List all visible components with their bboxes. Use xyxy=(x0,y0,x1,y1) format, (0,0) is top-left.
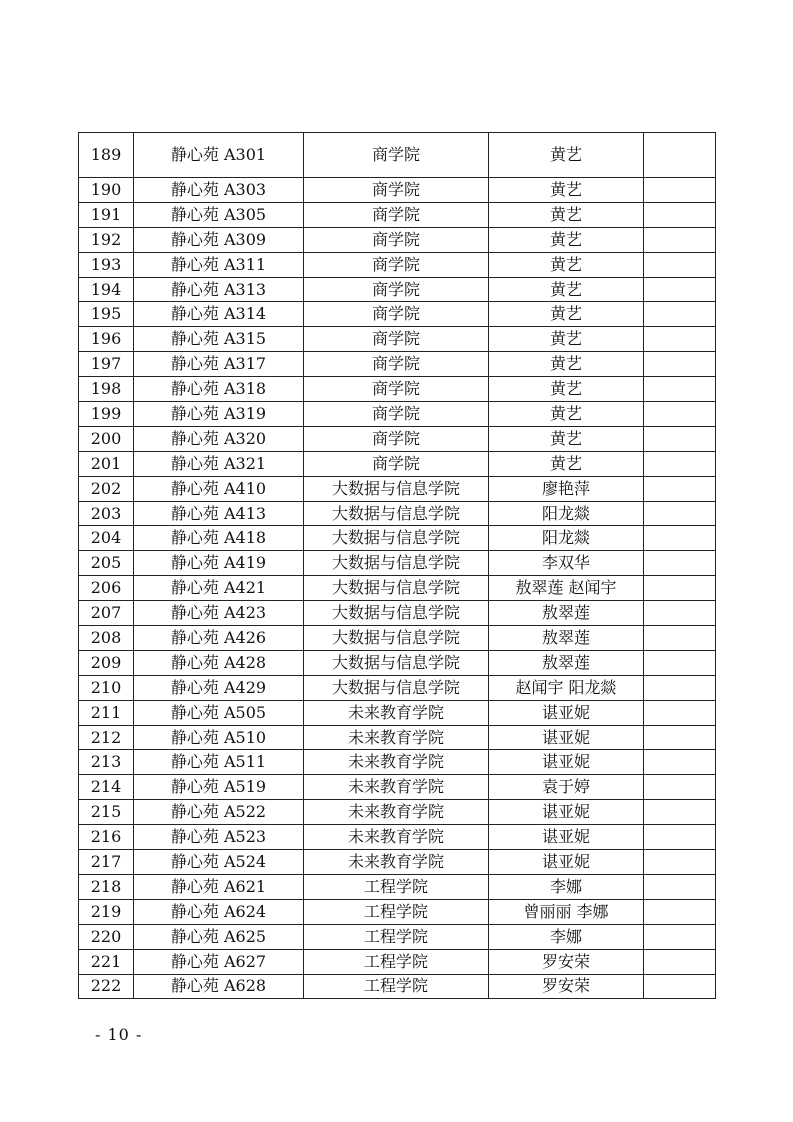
cell-college: 大数据与信息学院 xyxy=(304,601,489,626)
cell-college: 商学院 xyxy=(304,402,489,427)
cell-number: 193 xyxy=(79,252,134,277)
cell-person: 赵闻宇 阳龙燚 xyxy=(489,675,644,700)
cell-person: 李娜 xyxy=(489,924,644,949)
cell-person: 敖翠莲 赵闻宇 xyxy=(489,576,644,601)
table-row xyxy=(79,874,716,899)
cell-number: 210 xyxy=(79,675,134,700)
table-row xyxy=(79,402,716,427)
cell-person: 黄艺 xyxy=(489,402,644,427)
cell-college: 大数据与信息学院 xyxy=(304,526,489,551)
cell-note xyxy=(644,252,716,277)
cell-college: 商学院 xyxy=(304,327,489,352)
cell-note xyxy=(644,850,716,875)
cell-number: 220 xyxy=(79,924,134,949)
cell-person: 黄艺 xyxy=(489,426,644,451)
table-row xyxy=(79,800,716,825)
cell-note xyxy=(644,402,716,427)
cell-room: 静心苑 A627 xyxy=(134,949,304,974)
cell-number: 209 xyxy=(79,650,134,675)
table-row xyxy=(79,133,716,178)
table-row xyxy=(79,476,716,501)
cell-room: 静心苑 A419 xyxy=(134,551,304,576)
cell-person: 谌亚妮 xyxy=(489,725,644,750)
cell-note xyxy=(644,700,716,725)
cell-college: 大数据与信息学院 xyxy=(304,675,489,700)
cell-person: 袁于婷 xyxy=(489,775,644,800)
cell-person: 黄艺 xyxy=(489,302,644,327)
cell-college: 大数据与信息学院 xyxy=(304,551,489,576)
cell-person: 黄艺 xyxy=(489,202,644,227)
cell-college: 大数据与信息学院 xyxy=(304,576,489,601)
cell-room: 静心苑 A318 xyxy=(134,377,304,402)
cell-person: 谌亚妮 xyxy=(489,700,644,725)
cell-room: 静心苑 A314 xyxy=(134,302,304,327)
cell-number: 206 xyxy=(79,576,134,601)
cell-college: 商学院 xyxy=(304,252,489,277)
cell-number: 201 xyxy=(79,451,134,476)
cell-number: 212 xyxy=(79,725,134,750)
cell-person: 谌亚妮 xyxy=(489,750,644,775)
cell-number: 217 xyxy=(79,850,134,875)
cell-room: 静心苑 A303 xyxy=(134,178,304,203)
cell-number: 194 xyxy=(79,277,134,302)
cell-college: 商学院 xyxy=(304,178,489,203)
cell-note xyxy=(644,601,716,626)
cell-note xyxy=(644,750,716,775)
table-row xyxy=(79,650,716,675)
table-body xyxy=(79,133,716,999)
cell-note xyxy=(644,426,716,451)
cell-number: 218 xyxy=(79,874,134,899)
table-row xyxy=(79,202,716,227)
cell-note xyxy=(644,974,716,999)
page-number: - 10 - xyxy=(95,1025,143,1044)
table-row xyxy=(79,277,716,302)
cell-college: 商学院 xyxy=(304,426,489,451)
cell-college: 大数据与信息学院 xyxy=(304,626,489,651)
cell-person: 黄艺 xyxy=(489,178,644,203)
cell-room: 静心苑 A319 xyxy=(134,402,304,427)
cell-number: 208 xyxy=(79,626,134,651)
table-row xyxy=(79,576,716,601)
cell-college: 大数据与信息学院 xyxy=(304,650,489,675)
table-row xyxy=(79,725,716,750)
cell-room: 静心苑 A311 xyxy=(134,252,304,277)
cell-person: 敖翠莲 xyxy=(489,650,644,675)
cell-number: 203 xyxy=(79,501,134,526)
cell-note xyxy=(644,551,716,576)
cell-note xyxy=(644,133,716,178)
cell-person: 敖翠莲 xyxy=(489,601,644,626)
cell-room: 静心苑 A510 xyxy=(134,725,304,750)
table-row xyxy=(79,924,716,949)
table-row xyxy=(79,949,716,974)
table-row xyxy=(79,327,716,352)
cell-college: 工程学院 xyxy=(304,899,489,924)
cell-college: 商学院 xyxy=(304,377,489,402)
cell-number: 190 xyxy=(79,178,134,203)
cell-number: 213 xyxy=(79,750,134,775)
table-row xyxy=(79,675,716,700)
cell-room: 静心苑 A621 xyxy=(134,874,304,899)
cell-person: 李娜 xyxy=(489,874,644,899)
cell-person: 阳龙燚 xyxy=(489,526,644,551)
cell-room: 静心苑 A309 xyxy=(134,227,304,252)
cell-note xyxy=(644,725,716,750)
cell-room: 静心苑 A519 xyxy=(134,775,304,800)
cell-number: 205 xyxy=(79,551,134,576)
cell-person: 敖翠莲 xyxy=(489,626,644,651)
cell-person: 谌亚妮 xyxy=(489,825,644,850)
cell-number: 200 xyxy=(79,426,134,451)
table-row xyxy=(79,700,716,725)
cell-room: 静心苑 A624 xyxy=(134,899,304,924)
table-row xyxy=(79,850,716,875)
cell-room: 静心苑 A421 xyxy=(134,576,304,601)
cell-person: 谌亚妮 xyxy=(489,850,644,875)
table-row xyxy=(79,426,716,451)
cell-college: 商学院 xyxy=(304,352,489,377)
cell-person: 黄艺 xyxy=(489,227,644,252)
cell-college: 工程学院 xyxy=(304,949,489,974)
dormitory-table xyxy=(78,132,716,999)
cell-note xyxy=(644,178,716,203)
cell-note xyxy=(644,924,716,949)
cell-number: 196 xyxy=(79,327,134,352)
cell-number: 219 xyxy=(79,899,134,924)
cell-college: 商学院 xyxy=(304,202,489,227)
table-row xyxy=(79,551,716,576)
cell-number: 211 xyxy=(79,700,134,725)
cell-room: 静心苑 A625 xyxy=(134,924,304,949)
table-row xyxy=(79,451,716,476)
cell-person: 李双华 xyxy=(489,551,644,576)
cell-note xyxy=(644,476,716,501)
cell-room: 静心苑 A524 xyxy=(134,850,304,875)
cell-college: 工程学院 xyxy=(304,974,489,999)
cell-person: 黄艺 xyxy=(489,327,644,352)
cell-room: 静心苑 A522 xyxy=(134,800,304,825)
cell-college: 大数据与信息学院 xyxy=(304,476,489,501)
cell-person: 黄艺 xyxy=(489,133,644,178)
cell-note xyxy=(644,227,716,252)
table-row xyxy=(79,626,716,651)
cell-note xyxy=(644,526,716,551)
table-row xyxy=(79,501,716,526)
cell-person: 罗安荣 xyxy=(489,974,644,999)
table-row xyxy=(79,352,716,377)
cell-number: 192 xyxy=(79,227,134,252)
cell-note xyxy=(644,501,716,526)
cell-person: 黄艺 xyxy=(489,451,644,476)
cell-college: 商学院 xyxy=(304,302,489,327)
cell-note xyxy=(644,825,716,850)
cell-note xyxy=(644,675,716,700)
cell-room: 静心苑 A313 xyxy=(134,277,304,302)
cell-college: 未来教育学院 xyxy=(304,725,489,750)
cell-note xyxy=(644,874,716,899)
table-row xyxy=(79,377,716,402)
table-row xyxy=(79,974,716,999)
cell-room: 静心苑 A523 xyxy=(134,825,304,850)
cell-number: 207 xyxy=(79,601,134,626)
cell-person: 黄艺 xyxy=(489,352,644,377)
table-row xyxy=(79,252,716,277)
cell-college: 商学院 xyxy=(304,277,489,302)
cell-person: 黄艺 xyxy=(489,377,644,402)
cell-room: 静心苑 A628 xyxy=(134,974,304,999)
cell-college: 未来教育学院 xyxy=(304,775,489,800)
cell-number: 215 xyxy=(79,800,134,825)
cell-number: 222 xyxy=(79,974,134,999)
cell-note xyxy=(644,800,716,825)
cell-number: 191 xyxy=(79,202,134,227)
table-row xyxy=(79,526,716,551)
cell-college: 未来教育学院 xyxy=(304,800,489,825)
table-row xyxy=(79,825,716,850)
cell-room: 静心苑 A301 xyxy=(134,133,304,178)
cell-number: 189 xyxy=(79,133,134,178)
cell-person: 谌亚妮 xyxy=(489,800,644,825)
cell-note xyxy=(644,650,716,675)
cell-room: 静心苑 A511 xyxy=(134,750,304,775)
cell-room: 静心苑 A305 xyxy=(134,202,304,227)
cell-room: 静心苑 A315 xyxy=(134,327,304,352)
table-row xyxy=(79,899,716,924)
cell-college: 商学院 xyxy=(304,451,489,476)
cell-note xyxy=(644,327,716,352)
cell-college: 工程学院 xyxy=(304,924,489,949)
cell-room: 静心苑 A320 xyxy=(134,426,304,451)
table-row xyxy=(79,227,716,252)
cell-room: 静心苑 A410 xyxy=(134,476,304,501)
cell-number: 195 xyxy=(79,302,134,327)
cell-room: 静心苑 A413 xyxy=(134,501,304,526)
cell-note xyxy=(644,626,716,651)
cell-room: 静心苑 A418 xyxy=(134,526,304,551)
cell-number: 221 xyxy=(79,949,134,974)
table-row xyxy=(79,601,716,626)
cell-number: 214 xyxy=(79,775,134,800)
cell-room: 静心苑 A317 xyxy=(134,352,304,377)
cell-college: 未来教育学院 xyxy=(304,700,489,725)
cell-number: 197 xyxy=(79,352,134,377)
table-row xyxy=(79,302,716,327)
table-row xyxy=(79,775,716,800)
cell-number: 199 xyxy=(79,402,134,427)
cell-note xyxy=(644,576,716,601)
cell-room: 静心苑 A321 xyxy=(134,451,304,476)
cell-person: 黄艺 xyxy=(489,277,644,302)
cell-number: 216 xyxy=(79,825,134,850)
cell-person: 廖艳萍 xyxy=(489,476,644,501)
cell-room: 静心苑 A426 xyxy=(134,626,304,651)
cell-college: 未来教育学院 xyxy=(304,825,489,850)
cell-person: 黄艺 xyxy=(489,252,644,277)
table-row xyxy=(79,178,716,203)
cell-note xyxy=(644,899,716,924)
cell-note xyxy=(644,377,716,402)
cell-note xyxy=(644,302,716,327)
cell-college: 未来教育学院 xyxy=(304,850,489,875)
cell-number: 198 xyxy=(79,377,134,402)
cell-note xyxy=(644,949,716,974)
cell-college: 大数据与信息学院 xyxy=(304,501,489,526)
cell-room: 静心苑 A423 xyxy=(134,601,304,626)
cell-number: 202 xyxy=(79,476,134,501)
cell-room: 静心苑 A428 xyxy=(134,650,304,675)
cell-note xyxy=(644,277,716,302)
cell-person: 阳龙燚 xyxy=(489,501,644,526)
cell-college: 工程学院 xyxy=(304,874,489,899)
cell-college: 未来教育学院 xyxy=(304,750,489,775)
cell-note xyxy=(644,451,716,476)
table-row xyxy=(79,750,716,775)
cell-note xyxy=(644,775,716,800)
cell-person: 曾丽丽 李娜 xyxy=(489,899,644,924)
cell-note xyxy=(644,352,716,377)
cell-room: 静心苑 A429 xyxy=(134,675,304,700)
cell-college: 商学院 xyxy=(304,133,489,178)
cell-note xyxy=(644,202,716,227)
cell-room: 静心苑 A505 xyxy=(134,700,304,725)
cell-person: 罗安荣 xyxy=(489,949,644,974)
cell-number: 204 xyxy=(79,526,134,551)
cell-college: 商学院 xyxy=(304,227,489,252)
